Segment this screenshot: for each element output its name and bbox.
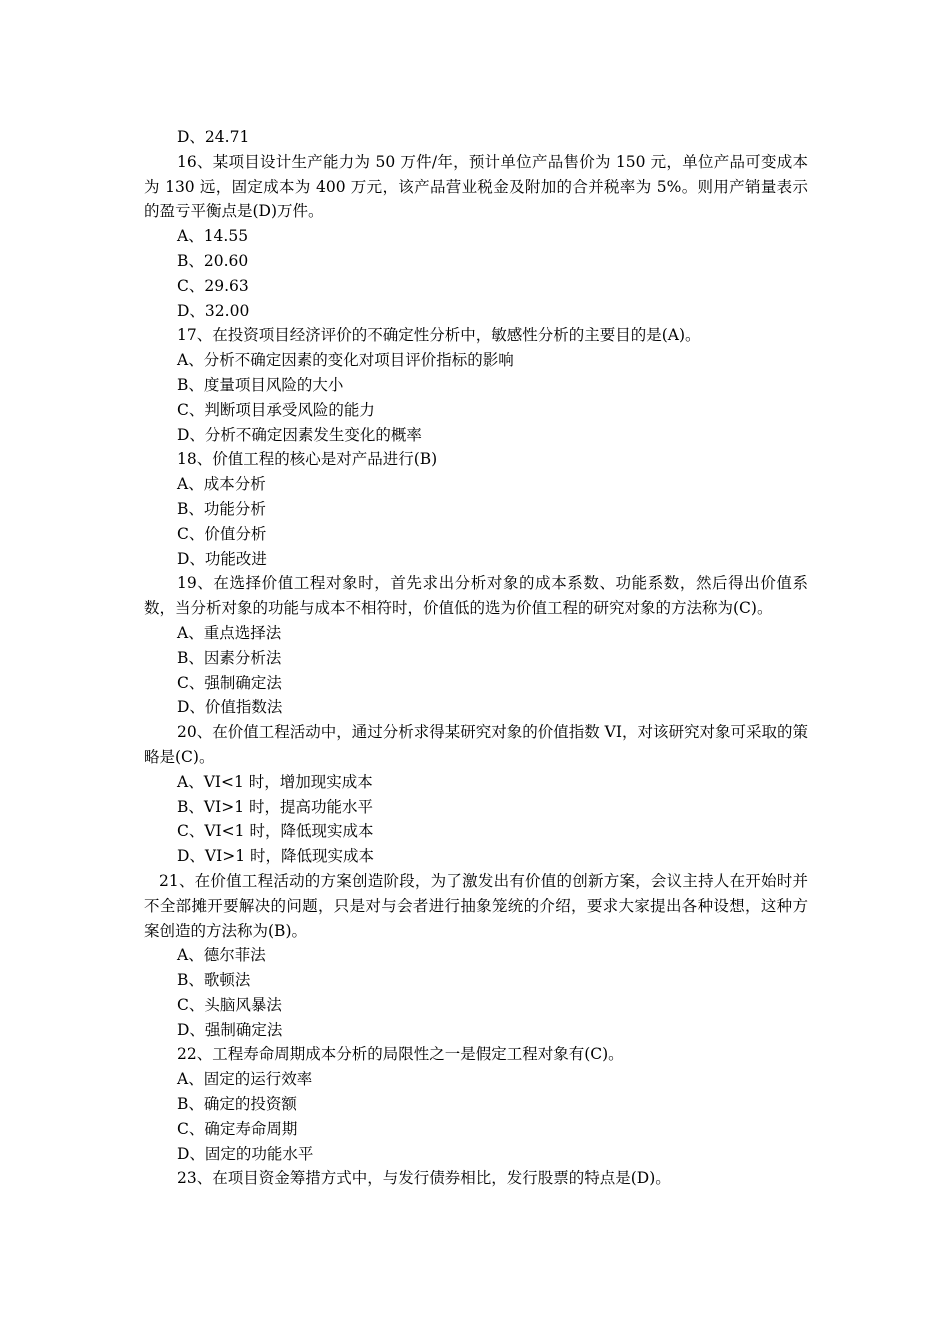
q18-option-c: C、价值分析 — [177, 524, 267, 543]
q19-question: 19、在选择价值工程对象时，首先求出分析对象的成本系数、功能系数，然后得出价值系数，当分析对象的功能与成本不相符时，价值低的选为价值工程的研究对象的方法称为(C)。 — [144, 574, 808, 618]
q18-option-d: D、功能改进 — [177, 549, 267, 568]
q17-option-a: A、分析不确定因素的变化对项目评价指标的影响 — [177, 351, 514, 370]
document-page — [144, 125, 808, 1191]
q17-option-d: D、分析不确定因素发生变化的概率 — [177, 425, 422, 444]
q15-option-d: D、24.71 — [177, 128, 250, 146]
q19-option-b: B、因素分析法 — [177, 648, 282, 667]
q22-option-a: A、固定的运行效率 — [177, 1070, 313, 1089]
q17-option-c: C、判断项目承受风险的能力 — [177, 400, 375, 419]
q17-question: 17、在投资项目经济评价的不确定性分析中，敏感性分析的主要目的是(A)。 — [177, 326, 701, 345]
q21-option-c: C、头脑风暴法 — [177, 995, 282, 1014]
q20-question: 20、在价值工程活动中，通过分析求得某研究对象的价值指数 VI，对该研究对象可采取的策略是(C)。 — [144, 723, 808, 766]
q22-option-d: D、固定的功能水平 — [177, 1144, 314, 1163]
q21-option-d: D、强制确定法 — [177, 1020, 283, 1039]
q17-option-b: B、度量项目风险的大小 — [177, 375, 344, 394]
q20-option-b: B、VI>1 时，提高功能水平 — [177, 797, 373, 816]
q20-option-a: A、VI<1 时，增加现实成本 — [177, 772, 373, 791]
q21-option-a: A、德尔菲法 — [177, 946, 266, 965]
q16-option-a: A、14.55 — [177, 227, 249, 246]
q19-option-c: C、强制确定法 — [177, 673, 282, 692]
q22-option-c: C、确定寿命周期 — [177, 1119, 298, 1138]
q20-option-c: C、VI<1 时，降低现实成本 — [177, 822, 374, 841]
q18-option-b: B、功能分析 — [177, 499, 266, 518]
q19-option-d: D、价值指数法 — [177, 698, 283, 717]
q18-option-a: A、成本分析 — [177, 475, 266, 494]
q21-option-b: B、歌顿法 — [177, 971, 251, 990]
q16-option-d: D、32.00 — [177, 301, 250, 320]
q22-option-b: B、确定的投资额 — [177, 1095, 297, 1114]
q16-option-b: B、20.60 — [177, 251, 249, 270]
q21-question: 21、在价值工程活动的方案创造阶段，为了激发出有价值的创新方案，会议主持人在开始时并不全部摊开要解决的问题，只是对与会者进行抽象笼统的介绍，要求大家提出各种设想，这种方案创造的方法称为(B)。 — [144, 871, 808, 940]
q16-option-c: C、29.63 — [177, 276, 249, 295]
q18-question: 18、价值工程的核心是对产品进行(B) — [177, 450, 438, 469]
q16-question: 16、某项目设计生产能力为 50 万件/年，预计单位产品售价为 150 元，单位产品可变成本为 130 远，固定成本为 400 万元，该产品营业税金及附加的合并税率为 5%。则用产销量表示的盈亏平衡点是(D)万件。 — [144, 152, 808, 221]
q19-option-a: A、重点选择法 — [177, 623, 282, 642]
q23-question: 23、在项目资金筹措方式中，与发行债券相比，发行股票的特点是(D)。 — [177, 1169, 671, 1188]
q22-question: 22、工程寿命周期成本分析的局限性之一是假定工程对象有(C)。 — [177, 1045, 624, 1064]
q20-option-d: D、VI>1 时，降低现实成本 — [177, 847, 375, 866]
